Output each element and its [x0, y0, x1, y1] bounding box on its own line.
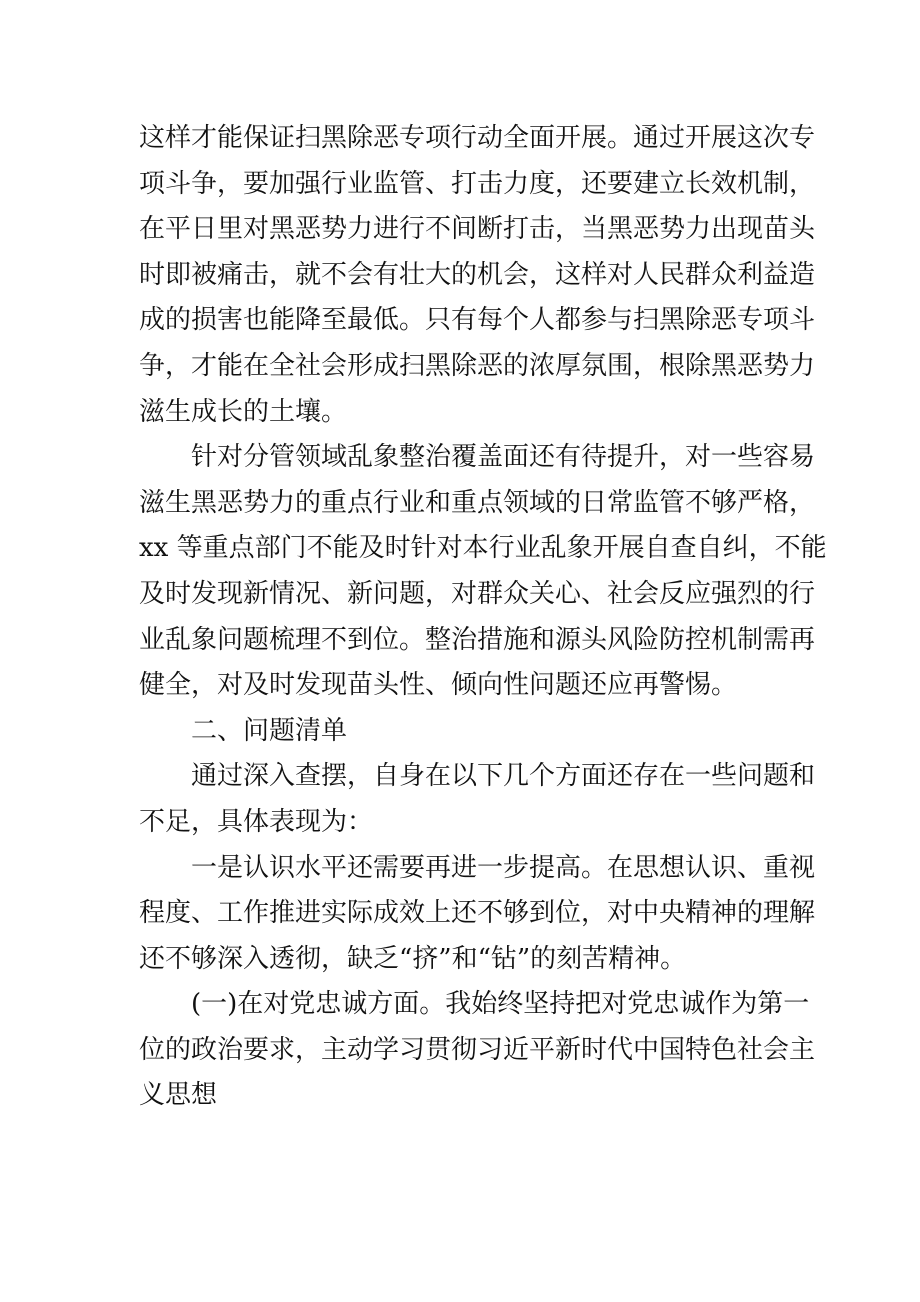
text-line: 及时发现新情况、新问题，对群众关心、社会反应强烈的行: [139, 578, 816, 609]
text-line: 不足，具体表现为：: [139, 806, 374, 837]
text-line: 时即被痛击，就不会有壮大的机会，这样对人民群众利益造: [139, 259, 816, 290]
text-line: 还不够深入透彻，缺乏“挤”和“钻”的刻苦精神。: [139, 943, 687, 974]
section-title: 二、问题清单: [191, 715, 348, 746]
text-line: xx 等重点部门不能及时针对本行业乱象开展自查自纠，不能: [139, 533, 827, 564]
text-line: 健全，对及时发现苗头性、倾向性问题还应再警惕。: [139, 670, 738, 701]
text-line: 业乱象问题梳理不到位。整治措施和源头风险防控机制需再: [139, 624, 816, 655]
paragraph-2: [139, 435, 827, 709]
text-line: 一是认识水平还需要再进一步提高。在思想认识、重视: [191, 852, 816, 883]
paragraph-5: [139, 982, 816, 1119]
text-line: 滋生成长的土壤。: [139, 396, 348, 427]
section-heading: [139, 709, 789, 755]
paragraph-4: [139, 846, 816, 983]
text-line: 在平日里对黑恶势力进行不间断打击，当黑恶势力出现苗头: [139, 214, 816, 245]
text-line: 争，才能在全社会形成扫黑除恶的浓厚氛围，根除黑恶势力: [139, 350, 816, 381]
text-line: 项斗争，要加强行业监管、打击力度，还要建立长效机制，: [139, 168, 816, 199]
text-line: 这样才能保证扫黑除恶专项行动全面开展。通过开展这次专: [139, 123, 816, 153]
text-line: 义思想: [139, 1080, 218, 1111]
document-body: [139, 116, 827, 1119]
text-line: 通过深入查摆，自身在以下几个方面还存在一些问题和: [191, 761, 816, 792]
paragraph-1: [139, 116, 816, 435]
text-line: 滋生黑恶势力的重点行业和重点领域的日常监管不够严格，: [139, 487, 816, 518]
text-line: 成的损害也能降至最低。只有每个人都参与扫黑除恶专项斗: [139, 305, 816, 336]
text-line: (一)在对党忠诚方面。我始终坚持把对党忠诚作为第一: [191, 989, 810, 1020]
text-line: 针对分管领域乱象整治覆盖面还有待提升，对一些容易: [191, 442, 816, 473]
paragraph-3: [139, 754, 816, 845]
text-line: 位的政治要求，主动学习贯彻习近平新时代中国特色社会主: [139, 1034, 816, 1065]
text-line: 程度、工作推进实际成效上还不够到位，对中央精神的理解: [139, 898, 816, 929]
